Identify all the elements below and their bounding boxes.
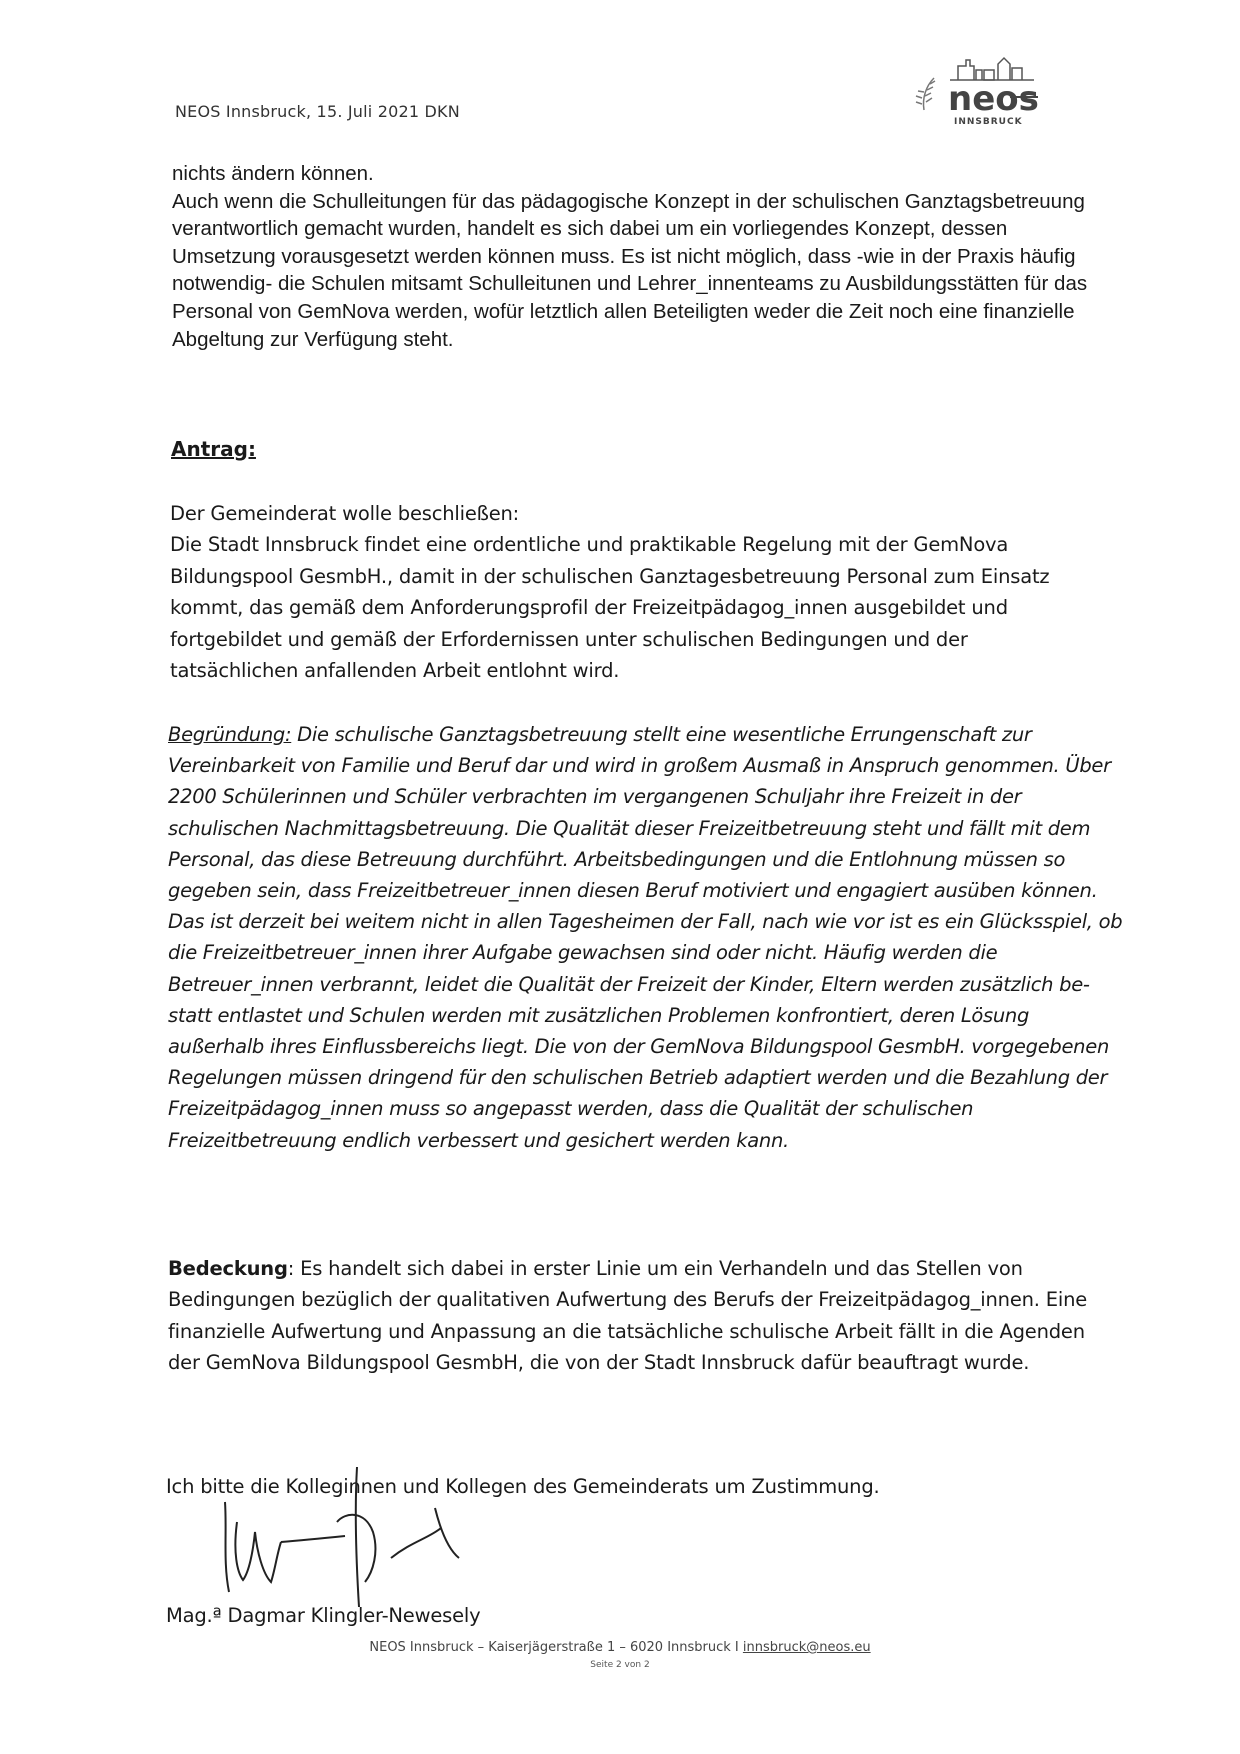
footer-address [0,1640,1240,1655]
antrag-body: Die Stadt Innsbruck findet eine ordentliche und praktikable Regelung mit der GemNova Bildungspool GesmbH., damit in der schulischen Ganztagesbetreuung Personal zum Einsatz kommt, das gemäß dem Anforderungsprofil der Freizeitpädagog_innen ausgebildet und fortgebildet und gemäß der Erfordernissen unter schulischen Bedingungen und der tatsächlichen anfallenden Arbeit entlohnt wird. [170,533,1050,683]
antrag-text [170,498,1100,686]
neos-logo [910,52,1050,138]
logo-subtitle: INNSBRUCK [954,117,1023,127]
signature-image [215,1462,475,1612]
intro-text [172,160,1092,353]
begruendung-text: Die schulische Ganztagsbetreuung stellt eine wesentliche Errungenschaft zur Vereinbarkeit von Familie und Beruf dar und wird in großem Ausmaß in Anspruch genommen. Über 2200 Schülerinnen und Schüler verbrachten im vergangenen Schuljahr ihre Freizeit in der schulischen Nachmittagsbetreuung. Die Qualität dieser Freizeitbetreuung steht und fällt mit dem Personal, das diese Betreuung durchführt. Arbeitsbedingungen und die Entlohnung müssen so gegeben sein, dass Freizeitbetreuer_innen diesen Beruf motiviert und engagiert ausüben können. Das ist derzeit bei weitem nicht in allen Tagesheimen der Fall, nach wie vor ist es ein Glücksspiel, ob die Freizeitbetreuer_innen ihrer Aufgabe gewachsen sind oder nicht. Häufig werden die Betreuer_innen verbrannt, leidet die Qualität der Freizeit der Kinder, Eltern werden zusätzlich be- statt entlastet und Schulen werden mit zusätzlichen Problemen konfrontiert, deren Lösung außerhalb ihres Einflussbereichs liegt. Die von der GemNova Bildungspool GesmbH. vorgegebenen Regelungen müssen dringend für den schulischen Betrieb adaptiert werden und die Bezahlung der Freizeitpädagog_innen muss so angepasst werden, dass die Qualität der schulischen Freizeitbetreuung endlich verbessert und gesichert werden kann. [168,723,1123,1152]
footer-address-text: NEOS Innsbruck – Kaiserjägerstraße 1 – 6020 Innsbruck I [369,1640,743,1655]
intro-line: nichts ändern können. [172,162,374,185]
begruendung-paragraph [168,719,1128,1156]
bedeckung-text: : Es handelt sich dabei in erster Linie um ein Verhandeln und das Stellen von Bedingungen bezüglich der qualitativen Aufwertung des Berufs der Freizeitpädagog_innen. Eine finanzielle Aufwertung und Anpassung an die tatsächliche schulische Arbeit fällt in die Agenden der GemNova Bildungspool GesmbH, die von der Stadt Innsbruck dafür beauftragt wurde. [168,1257,1088,1375]
header-line: NEOS Innsbruck, 15. Juli 2021 DKN [175,102,460,121]
antrag-heading: Antrag: [171,437,256,461]
begruendung-label: Begründung: [168,723,292,746]
footer-email-link[interactable]: innsbruck@neos.eu [742,1640,871,1655]
closing-line: Ich bitte die Kolleginnen und Kollegen des Gemeinderats um Zustimmung. [166,1475,880,1498]
intro-paragraph: Auch wenn die Schulleitungen für das pädagogische Konzept in der schulischen Ganztagsbetreuung verantwortlich gemacht wurden, handelt es sich dabei um ein vorliegendes Konzept, dessen Umsetzung vorausgesetzt werden können muss. Es ist nicht möglich, dass -wie in der Praxis häufig notwendig- die Schulen mitsamt Schulleitunen und Lehrer_innenteams zu Ausbildungsstätten für das Personal von GemNova werden, wofür letztlich allen Beteiligten weder die Zeit noch eine finanzielle Abgeltung zur Verfügung steht. [172,189,1088,351]
antrag-intro: Der Gemeinderat wolle beschließen: [170,502,520,525]
page-number: Seite 2 von 2 [590,1660,650,1670]
signer-name: Mag.ª Dagmar Klingler-Newesely [166,1604,481,1627]
bedeckung-label: Bedeckung [168,1257,288,1280]
logo-wordmark: neos [948,79,1039,119]
bedeckung-paragraph [168,1253,1108,1379]
